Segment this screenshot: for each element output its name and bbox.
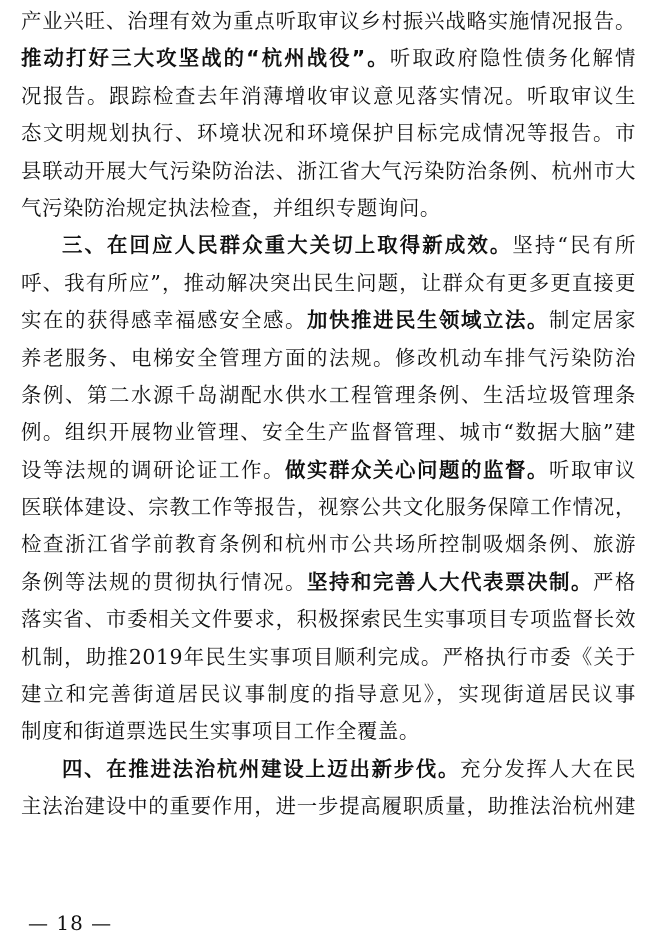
body-text-segment: 听取审议 — [549, 457, 636, 482]
body-text-segment: 养老服务、电梯安全管理方面的法规。修改机动车排气污染防治 — [21, 345, 636, 370]
text-line — [21, 489, 636, 526]
text-line — [21, 676, 636, 713]
body-text-segment: 落实省、市委相关文件要求，积极探索民生实事项目专项监督长效 — [21, 607, 636, 632]
body-text-segment: 建立和完善街道居民议事制度的指导意见》，实现街道居民议事 — [21, 682, 636, 707]
text-line — [21, 3, 636, 40]
text-line — [21, 788, 636, 825]
body-text-segment: 气污染防治规定执法检查，并组织专题询问。 — [21, 195, 441, 220]
body-text-segment: 态文明规划执行、环境状况和环境保护目标完成情况等报告。市 — [21, 121, 636, 146]
body-text-segment: 听取政府隐性债务化解情 — [389, 46, 636, 71]
body-text-segment: 制定居家 — [549, 308, 636, 333]
body-text-segment: 医联体建设、宗教工作等报告，视察公共文化服务保障工作情况， — [21, 495, 636, 520]
body-text-segment: 制度和街道票选民生实事项目工作全覆盖。 — [21, 719, 420, 744]
text-line — [21, 227, 636, 264]
body-text-segment: 实在的获得感幸福感安全感。 — [21, 308, 307, 333]
body-text-segment: 检查浙江省学前教育条例和杭州市公共场所控制吸烟条例、旅游 — [21, 532, 636, 557]
body-text — [21, 3, 636, 826]
text-line — [21, 564, 636, 601]
text-line — [21, 78, 636, 115]
bold-heading-text: 推动打好三大攻坚战的“杭州战役”。 — [21, 46, 390, 71]
body-text-segment: 主法治建设中的重要作用，进一步提高履职质量，助推法治杭州建 — [21, 794, 636, 819]
body-text-segment: 呼、我有所应”，推动解决突出民生问题，让群众有更多更直接更 — [21, 270, 636, 295]
page-number: — 18 — — [28, 911, 113, 935]
body-text-segment: 例。组织开展物业管理、安全生产监督管理、城市“数据大脑”建 — [21, 420, 636, 445]
body-text-segment: 充分发挥人大在民 — [460, 756, 636, 781]
text-line — [21, 414, 636, 451]
body-text-segment: 条例、第二水源千岛湖配水供水工程管理条例、生活垃圾管理条 — [21, 382, 636, 407]
text-line — [21, 40, 636, 77]
text-line — [21, 713, 636, 750]
bold-heading-text: 坚持和完善人大代表票决制。 — [307, 569, 593, 594]
text-line — [21, 265, 636, 302]
body-text-segment: 机制，助推2019年民生实事项目顺利完成。严格执行市委《关于 — [21, 644, 636, 669]
body-text-segment: 条例等法规的贯彻执行情况。 — [21, 569, 307, 594]
body-text-segment: 况报告。跟踪检查去年消薄增收审议意见落实情况。听取审议生 — [21, 83, 636, 108]
bold-heading-text: 做实群众关心问题的监督。 — [285, 457, 549, 482]
text-line — [21, 340, 636, 377]
text-line — [21, 302, 636, 339]
text-line — [21, 601, 636, 638]
body-text-segment: 严格 — [593, 569, 636, 594]
text-line — [21, 153, 636, 190]
bold-heading-text: 四、在推进法治杭州建设上迈出新步伐。 — [62, 756, 461, 781]
text-line — [21, 639, 636, 676]
text-line — [21, 526, 636, 563]
body-text-segment: 产业兴旺、治理有效为重点听取审议乡村振兴战略实施情况报告。 — [21, 9, 636, 33]
text-line — [21, 377, 636, 414]
text-line — [21, 751, 636, 788]
text-line — [21, 452, 636, 489]
body-text-segment: 县联动开展大气污染防治法、浙江省大气污染防治条例、杭州市大 — [21, 158, 636, 183]
body-text-segment: 设等法规的调研论证工作。 — [21, 457, 285, 482]
text-line — [21, 190, 636, 227]
body-text-segment: 坚持“民有所 — [512, 233, 636, 258]
bold-heading-text: 三、在回应人民群众重大关切上取得新成效。 — [62, 233, 513, 258]
bold-heading-text: 加快推进民生领域立法。 — [307, 308, 549, 333]
text-line — [21, 115, 636, 152]
